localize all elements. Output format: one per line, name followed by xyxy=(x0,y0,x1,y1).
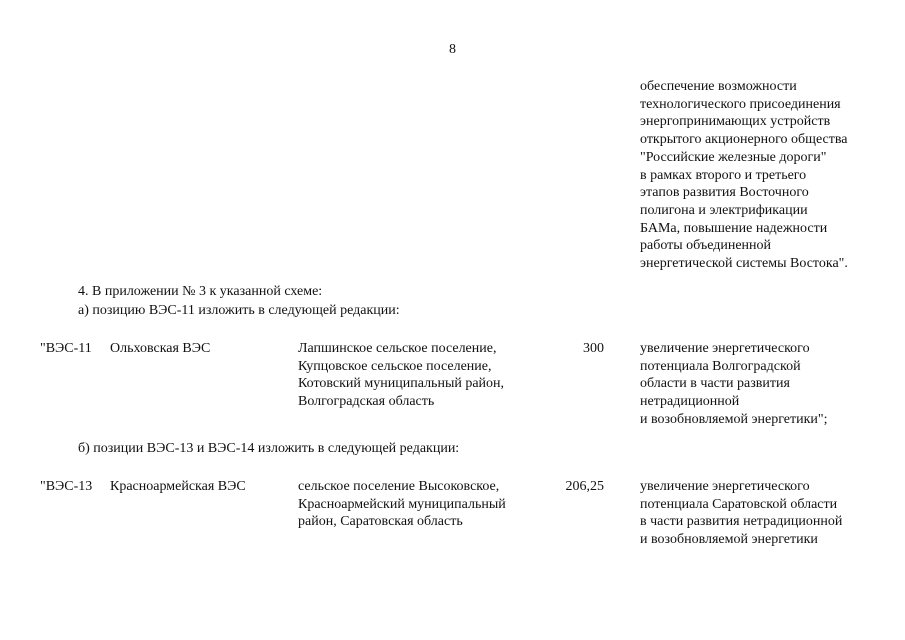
item-4-heading: 4. В приложении № 3 к указанной схеме: xyxy=(78,284,323,299)
text-line: и возобновляемой энергетики xyxy=(640,532,818,548)
station-power: 206,25 xyxy=(565,479,604,494)
text-line: Лапшинское сельское поселение, xyxy=(298,341,497,356)
text-line: увеличение энергетического xyxy=(640,479,810,494)
text-line: области в части развития xyxy=(640,376,790,392)
position-code: "ВЭС-11 xyxy=(40,341,92,356)
text-line: этапов развития Восточного xyxy=(640,185,809,201)
station-purpose xyxy=(640,340,827,429)
text-line: район, Саратовская область xyxy=(298,514,463,530)
text-line: и возобновляемой энергетики"; xyxy=(640,411,828,427)
text-line: открытого акционерного общества xyxy=(640,132,848,148)
text-line: Волгоградская область xyxy=(298,394,435,410)
station-purpose xyxy=(640,478,842,549)
station-power: 300 xyxy=(583,341,604,356)
text-line: полигона и электрификации xyxy=(640,202,808,218)
text-line: энергетической системы Востока". xyxy=(640,256,848,272)
text-line: увеличение энергетического xyxy=(640,341,810,356)
station-location xyxy=(298,478,506,531)
item-4a-instruction: а) позицию ВЭС-11 изложить в следующей редакции: xyxy=(78,303,400,318)
text-line: в рамках второго и третьего xyxy=(640,167,807,183)
text-line: "Российские железные дороги" xyxy=(640,149,827,165)
text-line: Красноармейский муниципальный xyxy=(298,496,506,512)
text-line: БАМа, повышение надежности xyxy=(640,220,828,236)
text-line: нетрадиционной xyxy=(640,394,740,410)
text-line: Котовский муниципальный район, xyxy=(298,376,505,392)
item-4b-instruction: б) позиции ВЭС-13 и ВЭС-14 изложить в следующей редакции: xyxy=(78,441,460,456)
text-line: потенциала Саратовской области xyxy=(640,496,838,512)
station-name: Ольховская ВЭС xyxy=(110,341,211,356)
text-line: потенциала Волгоградской xyxy=(640,358,801,374)
page-number: 8 xyxy=(449,42,456,57)
text-line: обеспечение возможности xyxy=(640,79,797,94)
text-line: сельское поселение Высоковское, xyxy=(298,479,500,494)
text-line: технологического присоединения xyxy=(640,96,841,112)
continued-purpose-text xyxy=(640,78,848,273)
text-line: работы объединенной xyxy=(640,238,772,254)
station-location xyxy=(298,340,504,411)
text-line: в части развития нетрадиционной xyxy=(640,514,843,530)
position-code: "ВЭС-13 xyxy=(40,479,93,494)
text-line: энергопринимающих устройств xyxy=(640,114,831,130)
station-name: Красноармейская ВЭС xyxy=(110,479,246,494)
text-line: Купцовское сельское поселение, xyxy=(298,358,492,374)
